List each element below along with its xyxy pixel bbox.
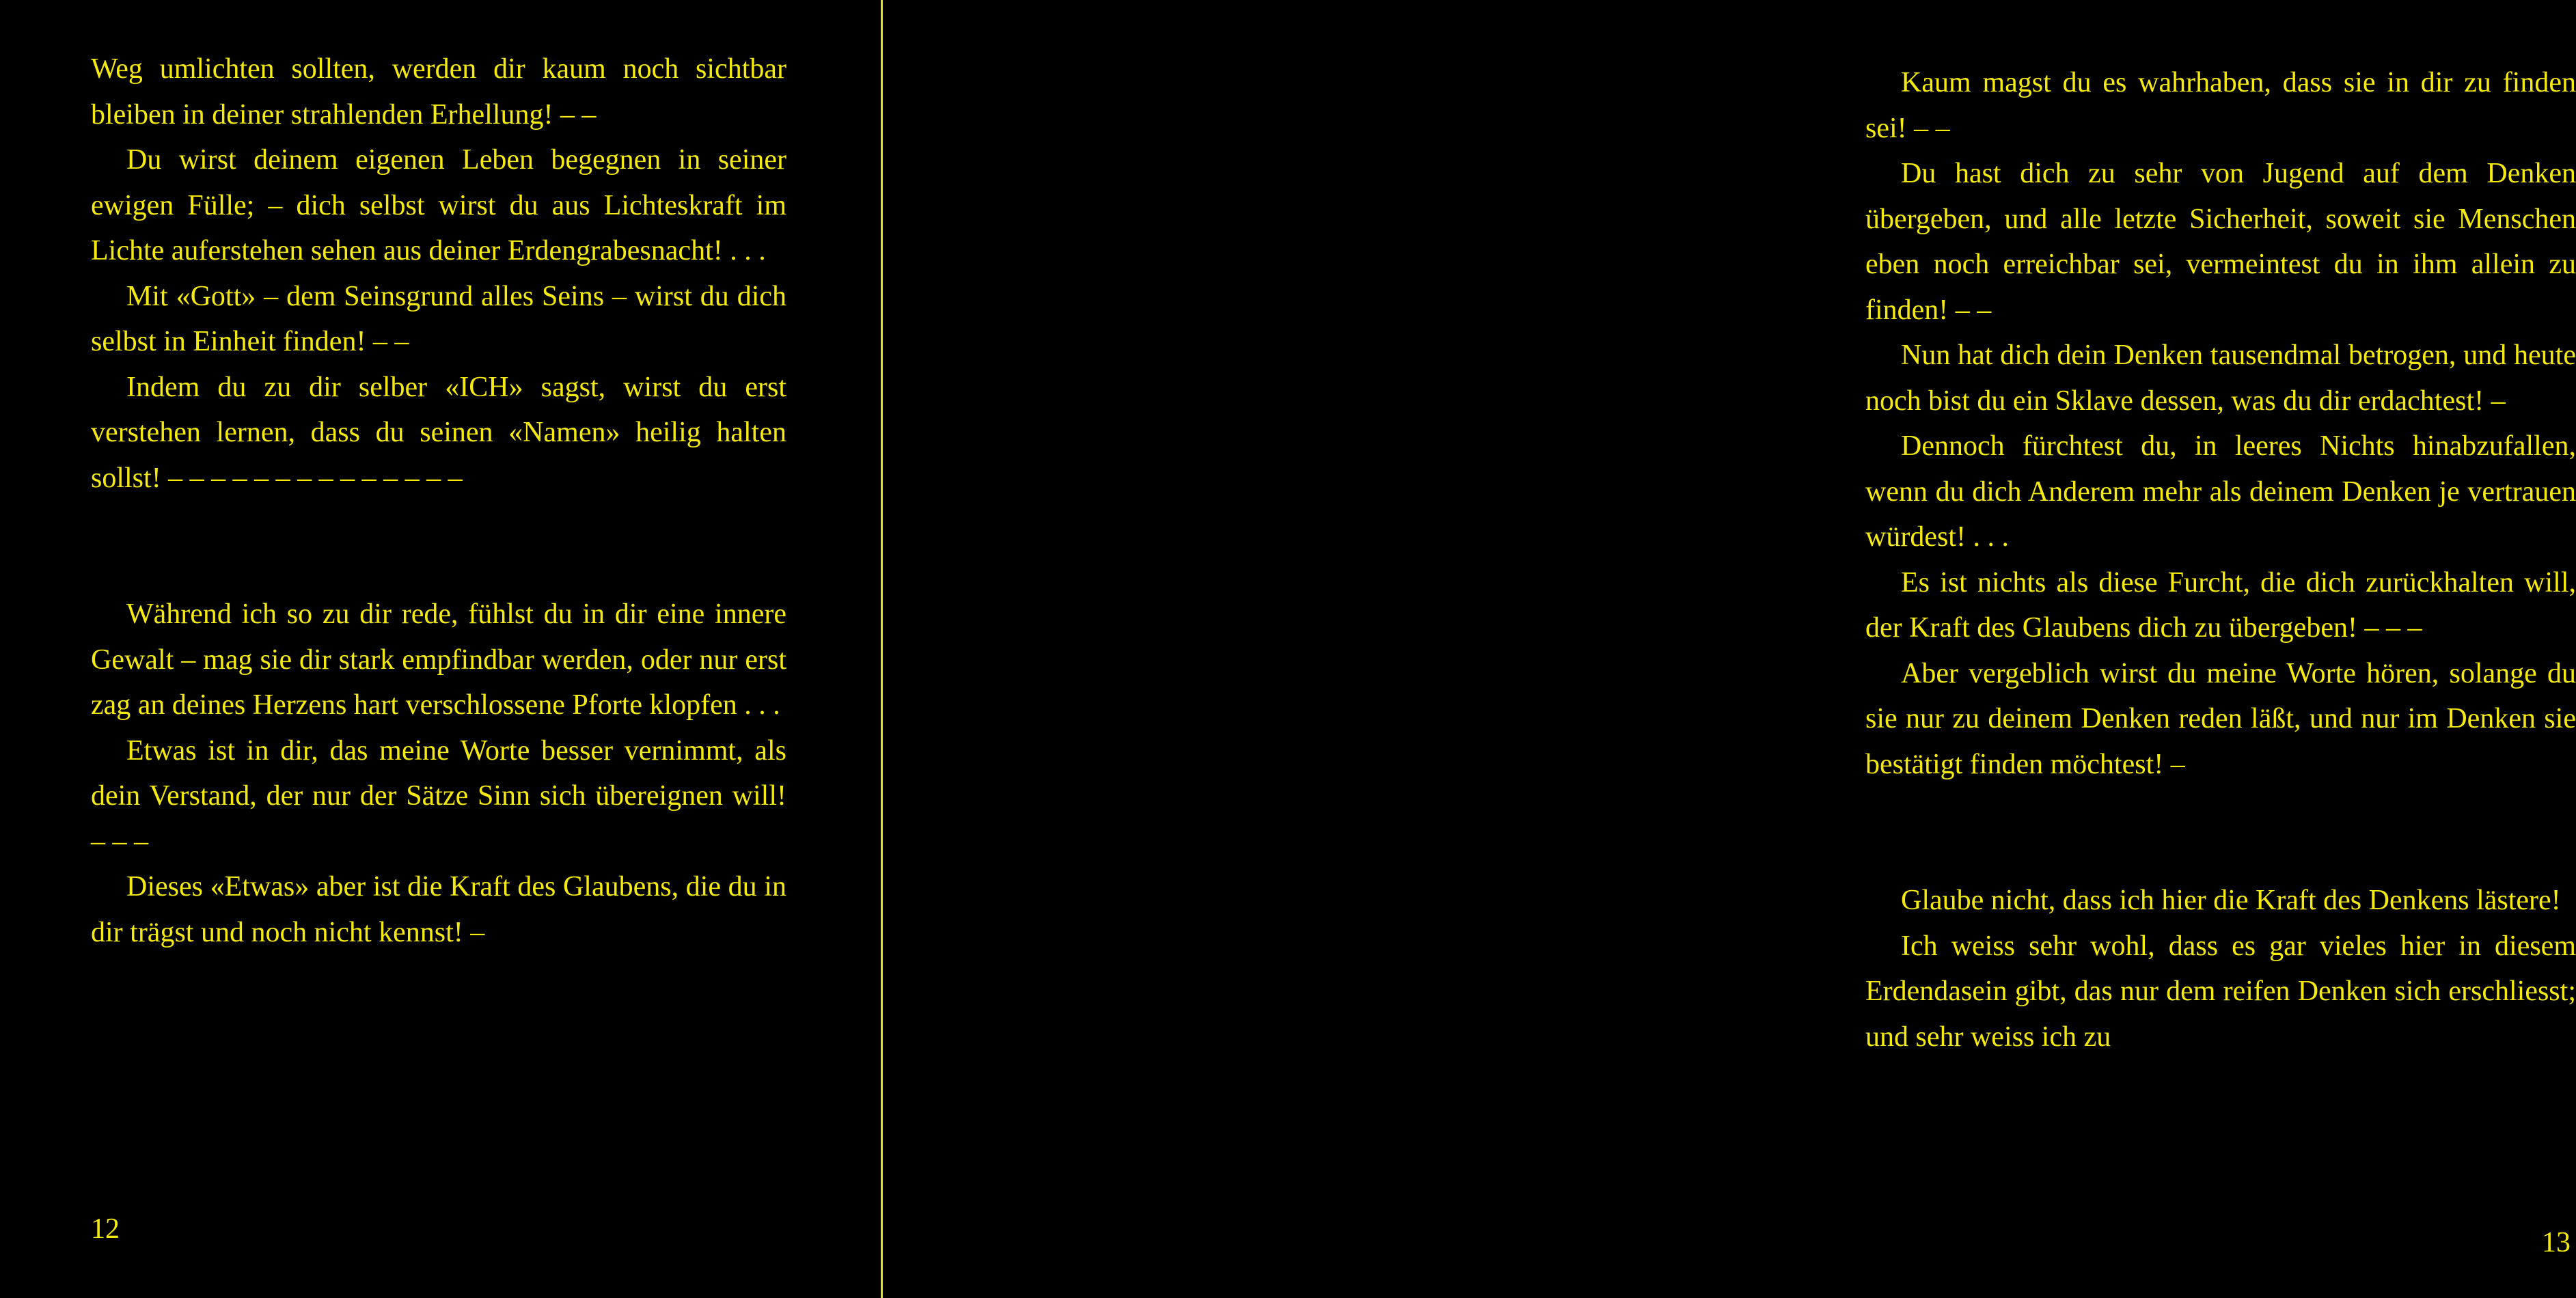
- book-gutter: [878, 0, 885, 1298]
- page-number-left: 12: [91, 1213, 120, 1245]
- paragraph: Mit «Gott» – dem Seinsgrund alles Seins – wirst du dich selbst in Einheit finden! – –: [91, 280, 786, 357]
- paragraph: Du wirst deinem eigenen Leben begegnen in seiner ewigen Fülle; – dich selbst wirst du aus Lichteskraft im Lichte auferstehen sehen aus deiner Erdengrabesnacht! . . .: [91, 144, 786, 266]
- right-page-text: [1865, 60, 2576, 1060]
- paragraph: Weg umlichten sollten, werden dir kaum noch sichtbar bleiben in deiner strahlenden Erhellung! – –: [91, 53, 786, 130]
- paragraph: Du hast dich zu sehr von Jugend auf dem Denken übergeben, und alle letzte Sicherheit, soweit sie Menschen eben noch erreichbar sei, vermeintest du in ihm allein zu finden! – –: [1865, 158, 2576, 326]
- paragraph: Etwas ist in dir, das meine Worte besser vernimmt, als dein Verstand, der nur der Sätze Sinn sich übereignen will! – – –: [91, 734, 786, 857]
- paragraph: Es ist nichts als diese Furcht, die dich zurückhalten will, der Kraft des Glaubens dich zu übergeben! – – –: [1865, 566, 2576, 644]
- gutter-line: [881, 0, 883, 1298]
- paragraph: Nun hat dich dein Denken tausendmal betrogen, und heute noch bist du ein Sklave dessen, was du dir erdachtest! –: [1865, 340, 2576, 417]
- paragraph: Während ich so zu dir rede, fühlst du in dir eine innere Gewalt – mag sie dir stark empfindbar werden, oder nur erst zag an deines Herzens hart verschlossene Pforte klopfen . . .: [91, 598, 786, 721]
- page-number-right: 13: [2542, 1227, 2571, 1258]
- paragraph: Dieses «Etwas» aber ist die Kraft des Glaubens, die du in dir trägst und noch nicht kennst! –: [91, 871, 786, 948]
- paragraph: Dennoch fürchtest du, in leeres Nichts hinabzufallen, wenn du dich Anderem mehr als deinem Denken je vertrauen würdest! . . .: [1865, 430, 2576, 553]
- paragraph: Ich weiss sehr wohl, dass es gar vieles hier in diesem Erdendasein gibt, das nur dem reifen Denken sich erschliesst; und sehr weiss ich zu: [1865, 930, 2576, 1053]
- paragraph: Aber vergeblich wirst du meine Worte hören, solange du sie nur zu deinem Denken reden läßt, und nur im Denken sie bestätigt finden möchtest! –: [1865, 657, 2576, 780]
- left-page-text: [91, 46, 786, 955]
- paragraph: Indem du zu dir selber «ICH» sagst, wirst du erst verstehen lernen, dass du seinen «Namen» heilig halten sollst! – – – – – – – – – – – – – –: [91, 371, 786, 494]
- left-page: [0, 0, 875, 1298]
- right-page: [888, 0, 2576, 1298]
- paragraph: Glaube nicht, dass ich hier die Kraft des Denkens lästere!: [1901, 885, 2561, 916]
- paragraph: Kaum magst du es wahrhaben, dass sie in dir zu finden sei! – –: [1865, 67, 2576, 144]
